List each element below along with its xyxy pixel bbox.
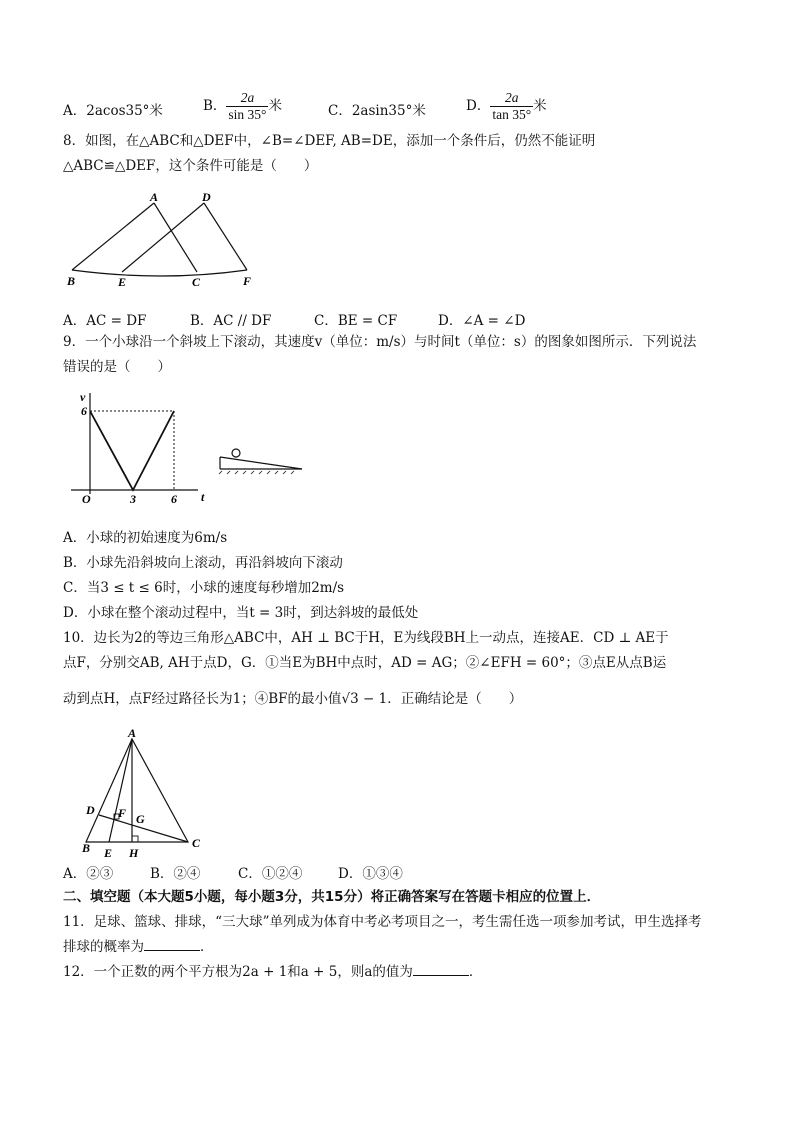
q10-option-c: C．①②④ — [238, 866, 303, 882]
q10-option-d: D．①③④ — [338, 866, 403, 882]
q10-label-b: B — [82, 841, 91, 855]
q7-option-b — [203, 90, 282, 123]
q7-b-denominator: sin 35° — [228, 107, 267, 122]
q12-prefix: 12．一个正数的两个平方根为2a + 1和a + 5，则a的值为 — [63, 964, 413, 980]
q8-label-d: D — [202, 192, 211, 204]
q7-option-d-label: D． — [466, 98, 491, 114]
q9-origin-label: O — [82, 492, 91, 506]
q9-velocity-time-graph — [68, 389, 208, 511]
q10-label-f: F — [118, 806, 127, 820]
q10-label-d: D — [86, 803, 95, 817]
q7-d-numerator: 2a — [490, 90, 533, 107]
q11-stem-line-1: 11．足球、篮球、排球，“三大球”单列成为体育中考必考项目之一，考生需任选一项参加考试，甲生选择考 — [63, 914, 702, 930]
q9-option-a: A．小球的初始速度为6m/s — [63, 530, 228, 546]
q8-label-f: F — [243, 274, 252, 288]
q10-option-b: B．②④ — [150, 866, 201, 882]
q10-label-g: G — [136, 812, 145, 826]
q7-option-b-label: B． — [203, 98, 227, 114]
q9-stem-line-1: 9．一个小球沿一个斜坡上下滚动，其速度v（单位：m/s）与时间t（单位：s）的图象如图所示．下列说法 — [63, 334, 697, 350]
q8-label-b: B — [67, 274, 76, 288]
q9-tick-label-6-x: 6 — [171, 492, 177, 506]
q10-option-a: A．②③ — [63, 866, 114, 882]
q8-option-d: D．∠A = ∠D — [438, 313, 526, 329]
q7-option-b-fraction — [226, 90, 268, 123]
q9-option-d: D．小球在整个滚动过程中，当t = 3时，到达斜坡的最低处 — [63, 605, 419, 621]
q11-prefix: 排球的概率为 — [63, 939, 144, 955]
q12-suffix: ． — [468, 964, 483, 980]
q8-option-c: C．BE = CF — [314, 313, 398, 329]
q10-equilateral-triangle-figure — [80, 726, 210, 858]
q11-answer-blank — [144, 938, 200, 951]
q9-slope-diagram — [214, 440, 306, 476]
q9-option-b: B．小球先沿斜坡向上滚动，再沿斜坡向下滚动 — [63, 555, 343, 571]
q9-tick-label-6-y: 6 — [81, 404, 87, 418]
q11-stem-line-2 — [63, 938, 214, 956]
q10-stem-line-3: 动到点H，点F经过路径长为1；④BF的最小值√3 − 1．正确结论是（ ） — [63, 691, 523, 707]
q9-tick-label-3-x: 3 — [130, 492, 136, 506]
q7-option-c: C．2asin35°米 — [328, 103, 426, 119]
q8-triangles-figure — [62, 192, 262, 290]
q8-label-e: E — [118, 275, 127, 289]
q11-suffix: ． — [200, 939, 214, 955]
q8-option-a: A．AC = DF — [63, 313, 147, 329]
q9-stem-line-2: 错误的是（ ） — [63, 359, 171, 375]
q7-option-d-unit: 米 — [533, 98, 547, 114]
q9-option-c: C．当3 ≤ t ≤ 6时，小球的速度每秒增加2m/s — [63, 580, 345, 596]
q8-label-c: C — [192, 275, 201, 289]
q9-axis-label-t: t — [201, 490, 205, 504]
q7-d-denominator: tan 35° — [492, 107, 532, 122]
q7-option-d — [466, 90, 547, 123]
q10-stem-line-2: 点F，分别交AB, AH于点D，G．①当E为BH中点时，AD = AG；②∠EFH = 60°；③点E从点B运 — [63, 655, 667, 671]
q8-option-b: B．AC // DF — [190, 313, 272, 329]
q10-label-e: E — [104, 846, 113, 858]
q7-option-d-fraction — [490, 90, 533, 123]
q10-label-h: H — [129, 846, 139, 858]
q10-stem-line-1: 10．边长为2的等边三角形△ABC中，AH ⊥ BC于H，E为线段BH上一动点，连接AE．CD ⊥ AE于 — [63, 630, 669, 646]
q7-option-b-unit: 米 — [268, 98, 282, 114]
q7-b-numerator: 2a — [226, 90, 268, 107]
q12-stem — [63, 963, 482, 981]
q7-option-a: A．2acos35°米 — [63, 103, 163, 119]
q8-stem-line-2: △ABC≌△DEF，这个条件可能是（ ） — [63, 158, 318, 174]
q12-answer-blank — [413, 963, 469, 976]
q8-stem-line-1: 8．如图，在△ABC和△DEF中，∠B=∠DEF, AB=DE，添加一个条件后，仍然不能证明 — [63, 133, 596, 149]
q10-label-c: C — [192, 836, 201, 850]
q9-axis-label-v: v — [80, 390, 86, 404]
section-2-heading: 二、填空题（本大题5小题，每小题3分，共15分）将正确答案写在答题卡相应的位置上． — [63, 889, 601, 905]
q8-label-a: A — [150, 192, 159, 204]
q10-label-a: A — [128, 726, 137, 740]
